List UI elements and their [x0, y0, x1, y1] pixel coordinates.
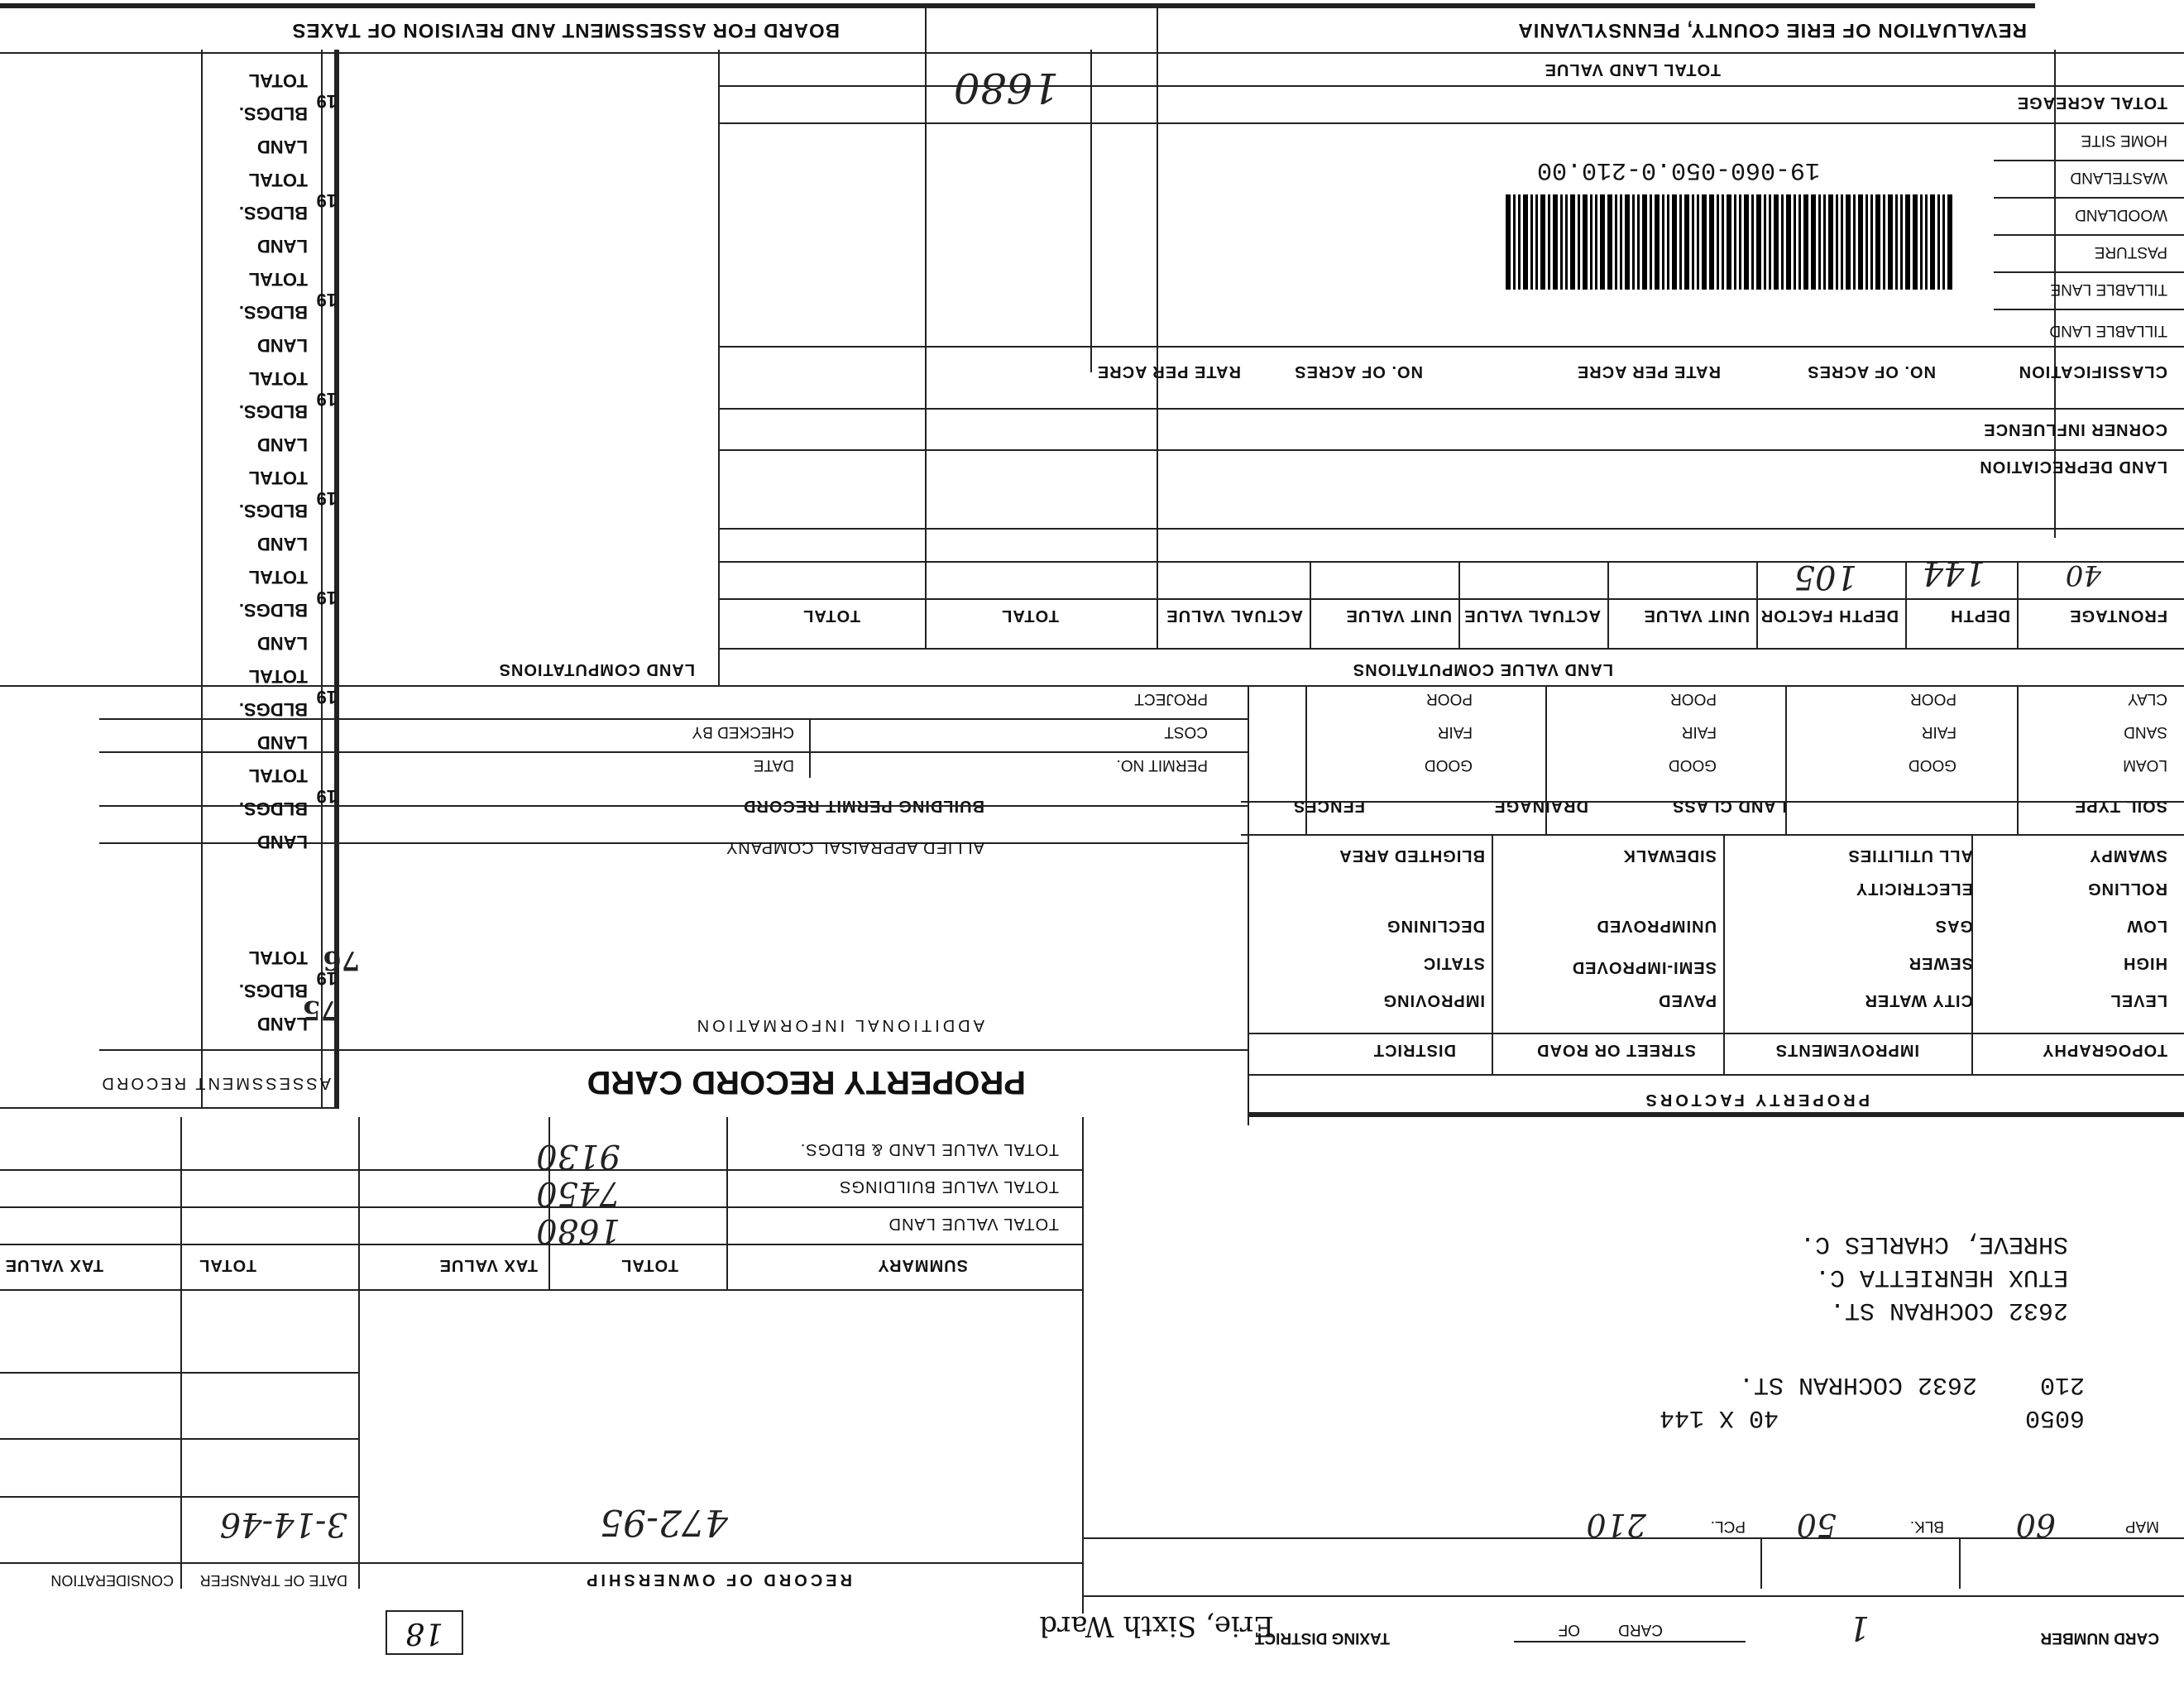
card-number-label: CARD NUMBER	[2040, 1629, 2159, 1647]
grade-fair: FAIR	[1921, 723, 1956, 741]
asmt-year: 19	[316, 687, 337, 707]
grade-good: GOOD	[1908, 756, 1956, 774]
permit-project: PROJECT	[1134, 690, 1208, 707]
corner-influence-label: CORNER INFLUENCE	[1983, 420, 2167, 439]
land-row-home-site: HOME SITE	[2081, 132, 2167, 149]
col-total: TOTAL	[1001, 607, 1059, 625]
rate-per-acre-label: RATE PER ACRE	[1576, 362, 1721, 381]
land-row-woodland: WOODLAND	[2075, 206, 2167, 223]
col-unit-value: UNIT VALUE	[1643, 607, 1750, 625]
asmt-bldgs: BLDGS.	[238, 981, 308, 1001]
permit-no: PERMIT NO.	[1116, 756, 1208, 774]
col-rule	[925, 4, 927, 650]
soil-clay: CLAY	[2127, 690, 2167, 707]
row-rule	[99, 1049, 1249, 1051]
asmt-bldgs: BLDGS.	[238, 103, 308, 124]
asmt-total: TOTAL	[248, 368, 308, 389]
parcel-code-210: 210	[2039, 1370, 2085, 1398]
taxing-district-label: TAXING DISTRICT	[1254, 1629, 1390, 1647]
bottom-edge-rule	[0, 3, 2035, 8]
col-rule	[1310, 563, 1311, 650]
assessment-record-title: ASSESSMENT RECORD	[99, 1074, 331, 1092]
land-row-wasteland: WASTELAND	[2070, 169, 2167, 186]
permit-date: DATE	[753, 756, 794, 774]
land-computations-title: LAND COMPUTATIONS	[498, 660, 695, 679]
total-acreage-label: TOTAL ACREAGE	[2016, 94, 2167, 112]
asmt-land: LAND	[256, 732, 308, 753]
asmt-bldgs: BLDGS.	[238, 302, 308, 323]
topo-rolling: ROLLING	[2087, 880, 2167, 898]
row-rule	[0, 1107, 339, 1109]
land-row-tillable-land: TILLABLE LAND	[2049, 322, 2167, 339]
col-rule	[358, 1117, 360, 1589]
asmt-land: LAND	[256, 1014, 308, 1034]
street-header: STREET OR ROAD	[1536, 1041, 1696, 1059]
hand-frontage: 40	[2065, 559, 2101, 592]
district-static: STATIC	[1422, 954, 1485, 972]
assessment-col	[201, 50, 203, 1109]
row-rule	[720, 122, 2184, 124]
summary-tax-value: TAX VALUE	[438, 1256, 538, 1274]
impr-city-water: CITY WATER	[1864, 991, 1973, 1009]
asmt-bldgs: BLDGS.	[238, 203, 308, 223]
hand-depth: 144	[1922, 554, 1985, 592]
of-label: OF	[1558, 1621, 1580, 1638]
grade-good: GOOD	[1424, 756, 1473, 774]
row-rule	[1249, 1033, 2184, 1034]
row-rule	[1994, 309, 2184, 310]
row-rule	[1994, 197, 2184, 199]
parcel-code-6050: 6050	[2024, 1403, 2085, 1431]
col-rule	[1959, 1539, 1961, 1589]
property-record-card-title: PROPERTY RECORD CARD	[587, 1064, 1026, 1101]
pcl-label: PCL.	[1710, 1518, 1746, 1535]
no-of-acres-label-2: NO. OF ACRES	[1294, 362, 1423, 381]
owner-name-2: ETUX HENRIETTA C.	[1814, 1263, 2068, 1291]
additional-information: ADDITIONAL INFORMATION	[693, 1016, 984, 1034]
row-rule	[720, 561, 2184, 563]
col-actual-value-2: ACTUAL VALUE	[1166, 607, 1303, 625]
row-rule	[720, 648, 2184, 650]
soil-sand: SAND	[2124, 723, 2167, 741]
col-depth: DEPTH	[1950, 607, 2010, 625]
col-rule	[1971, 836, 1973, 1076]
hand-value-land-bldgs: 9130	[536, 1137, 620, 1175]
col-rule	[1607, 563, 1609, 650]
owner-address: 2632 COCHRAN ST.	[1829, 1296, 2068, 1324]
row-rule	[0, 1438, 360, 1440]
asmt-land: LAND	[256, 832, 308, 852]
building-permit-title: BUILDING PERMIT RECORD	[743, 797, 984, 815]
summary-total-2: TOTAL	[199, 1256, 256, 1274]
impr-electricity: ELECTRICITY	[1855, 880, 1973, 898]
parcel-address: 2632 COCHRAN ST.	[1738, 1370, 1977, 1398]
land-depreciation-label: LAND DEPRECIATION	[1979, 458, 2167, 476]
asmt-total: TOTAL	[248, 468, 308, 488]
hand-value-buildings: 7450	[536, 1174, 620, 1212]
grade-poor: POOR	[1426, 690, 1473, 707]
improvements-header: IMPROVEMENTS	[1774, 1041, 1919, 1059]
col-rule	[1785, 687, 1787, 836]
board-title: BOARD FOR ASSESSMENT AND REVISION OF TAXES	[291, 19, 840, 41]
classification-label: CLASSIFICATION	[2018, 362, 2167, 381]
land-row-pasture: PASTURE	[2094, 243, 2167, 261]
col-rule	[1723, 836, 1725, 1076]
row-rule	[0, 1372, 360, 1374]
asmt-land: LAND	[256, 534, 308, 554]
grade-good: GOOD	[1668, 756, 1717, 774]
asmt-bldgs: BLDGS.	[238, 699, 308, 720]
col-rule	[548, 1117, 550, 1291]
grade-poor: POOR	[1670, 690, 1717, 707]
pcl-value: 210	[1586, 1507, 1646, 1543]
summary-buildings: TOTAL VALUE BUILDINGS	[839, 1177, 1059, 1196]
row-rule	[1241, 801, 2184, 803]
asmt-year: 19	[316, 968, 337, 989]
grade-fair: FAIR	[1681, 723, 1717, 741]
col-total-2: TOTAL	[802, 607, 860, 625]
allied-appraisal: ALLIED APPRAISAL COMPANY	[726, 838, 984, 856]
parcel-barcode	[1503, 194, 1952, 290]
asmt-land: LAND	[256, 434, 308, 455]
asmt-land: LAND	[256, 137, 308, 157]
land-class-header: LAND CLASS	[1672, 797, 1787, 815]
row-rule	[1994, 160, 2184, 161]
asmt-total: TOTAL	[248, 269, 308, 290]
col-unit-value-2: UNIT VALUE	[1345, 607, 1452, 625]
soil-loam: LOAM	[2123, 756, 2167, 774]
row-rule	[0, 1496, 360, 1498]
lower-divider	[1082, 1117, 1084, 1614]
blk-value: 50	[1796, 1507, 1837, 1543]
col-rule	[1545, 687, 1547, 836]
col-rule	[2017, 687, 2019, 836]
col-rule	[1305, 687, 1307, 836]
hand-transfer-date: 3-14-46	[219, 1505, 347, 1543]
row-rule	[1249, 1112, 2184, 1117]
row-rule	[720, 408, 2184, 410]
barcode-number: 19-060-050.0-210.00	[1536, 156, 1820, 184]
card-label: CARD	[1618, 1621, 1663, 1638]
summary-tax-value-2: TAX VALUE	[4, 1256, 103, 1274]
col-rule	[1905, 563, 1907, 650]
district-declining: DECLINING	[1387, 917, 1485, 935]
rate-per-acre-label-2: RATE PER ACRE	[1096, 362, 1241, 381]
col-rule	[1157, 4, 1158, 650]
land-row-tillable-lane: TILLABLE LANE	[2050, 281, 2167, 298]
taxing-district-value: Erie, Sixth Ward	[1039, 1609, 1274, 1642]
permit-checked-by: CHECKED BY	[692, 723, 794, 741]
asmt-total: TOTAL	[248, 765, 308, 786]
topo-low: LOW	[2126, 917, 2167, 935]
col-rule	[809, 720, 811, 778]
grade-poor: POOR	[1910, 690, 1956, 707]
parcel-lot-size: 40 X 144	[1659, 1403, 1779, 1431]
impr-all-utilities: ALL UTILITIES	[1847, 846, 1973, 865]
district-improving: IMPROVING	[1382, 991, 1485, 1009]
district-header: DISTRICT	[1372, 1041, 1456, 1059]
land-col-div	[1090, 50, 1092, 372]
district-blighted: BLIGHTED AREA	[1339, 846, 1485, 865]
asmt-land: LAND	[256, 633, 308, 654]
row-rule	[720, 528, 2184, 530]
street-paved: PAVED	[1658, 991, 1717, 1009]
asmt-year: 19	[316, 389, 337, 410]
asmt-total: TOTAL	[248, 947, 308, 968]
asmt-bldgs: BLDGS.	[238, 401, 308, 422]
col-rule	[726, 1117, 728, 1291]
asmt-year: 19	[316, 786, 337, 807]
col-depth-factor: DEPTH FACTOR	[1760, 607, 1899, 625]
row-rule	[0, 1289, 1084, 1291]
revaluation-title: REVALUATION OF ERIE COUNTY, PENNSYLVANIA	[1517, 19, 2027, 41]
row-rule	[1514, 1641, 1746, 1642]
consideration-label: CONSIDERATION	[50, 1572, 174, 1589]
summary-land-bldgs: TOTAL VALUE LAND & BLDGS.	[799, 1140, 1059, 1158]
topo-level: LEVEL	[2110, 991, 2167, 1009]
col-rule	[1492, 836, 1493, 1076]
ward-box: 18	[386, 1610, 463, 1655]
col-frontage: FRONTAGE	[2069, 607, 2167, 625]
row-rule	[0, 1169, 1084, 1171]
row-rule	[0, 1562, 1084, 1564]
asmt-year: 19	[316, 488, 337, 509]
topo-high: HIGH	[2123, 954, 2167, 972]
row-rule	[1084, 1595, 2184, 1597]
row-rule	[720, 346, 2184, 348]
asmt-bldgs: BLDGS.	[238, 501, 308, 521]
hand-year-1976: 76	[323, 945, 360, 976]
col-rule	[2017, 563, 2019, 650]
hand-year-1975: 75	[302, 995, 339, 1026]
asmt-bldgs: BLDGS.	[238, 600, 308, 621]
grade-fair: FAIR	[1437, 723, 1473, 741]
summary-land: TOTAL VALUE LAND	[888, 1215, 1059, 1233]
topo-swampy: SWAMPY	[2089, 846, 2167, 865]
impr-gas: GAS	[1934, 917, 1973, 935]
land-value-computations-title: LAND VALUE COMPUTATIONS	[1352, 660, 1613, 679]
col-rule	[718, 50, 720, 687]
row-rule	[1249, 1074, 2184, 1076]
blk-label: BLK.	[1909, 1518, 1944, 1535]
impr-sewer: SEWER	[1908, 954, 1973, 972]
asmt-year: 19	[316, 190, 337, 211]
drainage-header: DRAINAGE	[1493, 797, 1588, 815]
col-rule	[1760, 1539, 1762, 1589]
col-actual-value: ACTUAL VALUE	[1463, 607, 1601, 625]
asmt-land: LAND	[256, 236, 308, 257]
street-sidewalk: SIDEWALK	[1622, 846, 1717, 865]
asmt-year: 19	[316, 587, 337, 608]
asmt-total: TOTAL	[248, 666, 308, 687]
no-of-acres-label: NO. OF ACRES	[1807, 362, 1936, 381]
total-land-value-hand: 1680	[953, 64, 1059, 112]
row-rule	[1994, 271, 2184, 273]
col-rule	[1756, 563, 1758, 650]
col-rule	[180, 1117, 182, 1589]
col-rule	[1458, 563, 1460, 650]
owner-name: SHREVE, CHARLES C.	[1799, 1230, 2068, 1258]
property-factors-title: PROPERTY FACTORS	[1642, 1091, 1870, 1109]
summary-title: SUMMARY	[877, 1256, 968, 1274]
map-value: 60	[2015, 1507, 2056, 1543]
asmt-bldgs: BLDGS.	[238, 798, 308, 819]
hand-value-land: 1680	[536, 1211, 620, 1249]
row-rule	[0, 1206, 1084, 1208]
asmt-land: LAND	[256, 335, 308, 356]
soil-type-header: SOIL TYPE	[2073, 797, 2167, 815]
row-rule	[1994, 234, 2184, 236]
asmt-total: TOTAL	[248, 70, 308, 91]
map-label: MAP	[2124, 1518, 2159, 1535]
record-of-ownership-title: RECORD OF OWNERSHIP	[583, 1571, 852, 1589]
row-rule	[0, 1244, 1084, 1245]
hand-depth-factor: 105	[1794, 558, 1857, 596]
asmt-year: 19	[316, 91, 337, 112]
topography-header: TOPOGRAPHY	[2042, 1041, 2167, 1059]
total-land-value-label: TOTAL LAND VALUE	[1544, 60, 1721, 79]
fences-header: FENCES	[1292, 797, 1365, 815]
asmt-total: TOTAL	[248, 170, 308, 190]
header-rule	[0, 52, 2184, 54]
date-of-transfer-label: DATE OF TRANSFER	[199, 1572, 347, 1589]
row-rule	[720, 598, 2184, 600]
street-semi-improved: SEMI-IMPROVED	[1571, 958, 1717, 976]
row-rule	[1241, 834, 2184, 836]
hand-book-ref: 472-95	[600, 1501, 728, 1543]
asmt-year: 19	[316, 290, 337, 310]
summary-total: TOTAL	[620, 1256, 678, 1274]
row-rule	[720, 449, 2184, 451]
asmt-total: TOTAL	[248, 567, 308, 587]
row-rule	[720, 85, 2184, 87]
permit-cost: COST	[1164, 723, 1208, 741]
card-number-value: 1	[1848, 1609, 1870, 1647]
street-unimproved: UNIMPROVED	[1596, 917, 1717, 935]
